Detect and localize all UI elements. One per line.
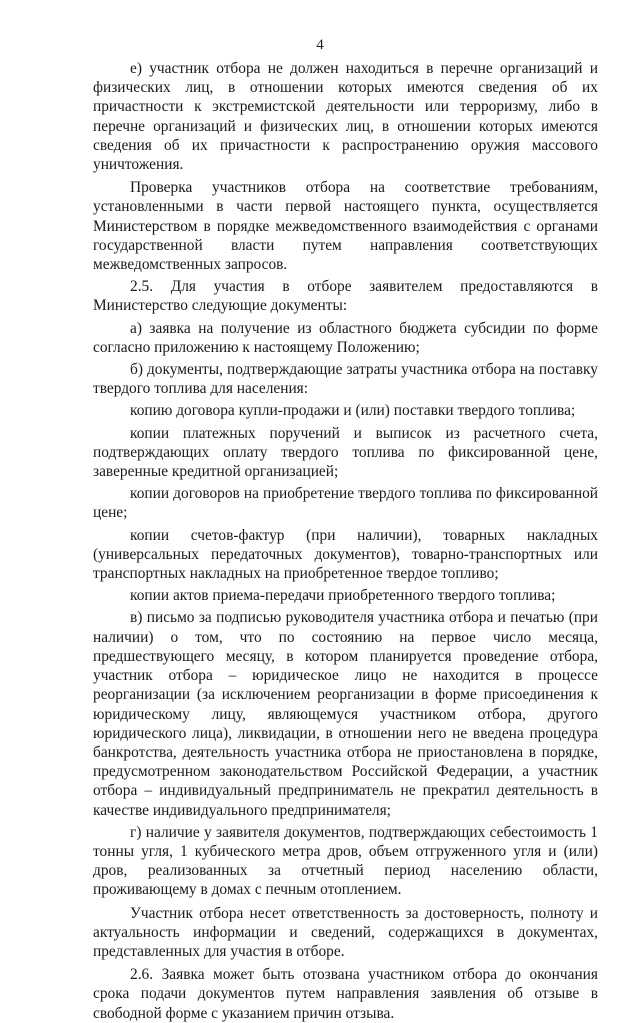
paragraph-responsibility: Участник отбора несет ответственность за достоверность, полноту и актуальность информации и сведений, содержащихся в документах, представленных для участия в отборе. [93,904,598,960]
paragraph-v-letter: в) письмо за подписью руководителя участника отбора и печатью (при наличии) о том, что по состоянию на первое число месяца, предшествующего месяцу, в котором планируется проведение отбора, участник отбора – юридическое лицо не находится в процессе реорганизации (за исключением реорганизации в форме присоединения к юридическому лицу, являющемуся участником отбора, другого юридического лица), ликвидации, в отношении него не введена процедура банкротства, деятельность участника отбора не приостановлена в порядке, предусмотренном законодательством Российской Федерации, а участник отбора – индивидуальный предприниматель не прекратил деятельность в качестве индивидуального предпринимателя; [93,609,598,819]
page-number: 4 [316,37,324,53]
list-item-acceptance-acts: копии актов приема-передачи приобретенного твердого топлива; [130,587,556,605]
document-body [93,59,598,1023]
paragraph-verification: Проверка участников отбора на соответствие требованиям, установленными в части первой настоящего пункта, осуществляется Министерством в порядке межведомственного взаимодействия с органами государственной власти путем направления соответствующих межведомственных запросов. [93,179,598,274]
paragraph-g-cost-documents: г) наличие у заявителя документов, подтверждающих себестоимость 1 тонны угля, 1 кубического метра дров, объем отгруженного угля и (или) дров, реализованных за отчетный период населению области, проживающему в домах с печным отоплением. [93,823,598,899]
paragraph-b-documents: б) документы, подтверждающие затраты участника отбора на поставку твердого топлива для населения: [93,361,598,398]
list-item-invoices: копии счетов-фактур (при наличии), товарных накладных (универсальных передаточных документов), товарно-транспортных или транспортных накладных на приобретенное твердое топливо; [93,526,598,583]
list-item-contract-copy: копию договора купли-продажи и (или) поставки твердого топлива; [130,402,576,420]
paragraph-e-extremism-list: е) участник отбора не должен находиться в перечне организаций и физических лиц, в отношении которых имеются сведения об их причастности к экстремистской деятельности или терроризму, либо в перечне организаций и физических лиц, в отношении которых имеются сведения об их причастности к распространению оружия массового уничтожения. [93,60,598,174]
paragraph-2-5-heading: 2.5. Для участия в отборе заявителем предоставляются в Министерство следующие документы: [93,278,598,315]
paragraph-2-6-withdrawal: 2.6. Заявка может быть отозвана участником отбора до окончания срока подачи документов путем направления заявления об отзыве в свободной форме с указанием причин отзыва. [93,966,598,1022]
list-item-payment-orders: копии платежных поручений и выписок из расчетного счета, подтверждающих оплату твердого топлива по фиксированной цене, заверенные кредитной организацией; [93,424,598,481]
paragraph-a-application: а) заявка на получение из областного бюджета субсидии по форме согласно приложению к настоящему Положению; [93,319,598,356]
list-item-purchase-contracts: копии договоров на приобретение твердого топлива по фиксированной цене; [93,485,598,522]
